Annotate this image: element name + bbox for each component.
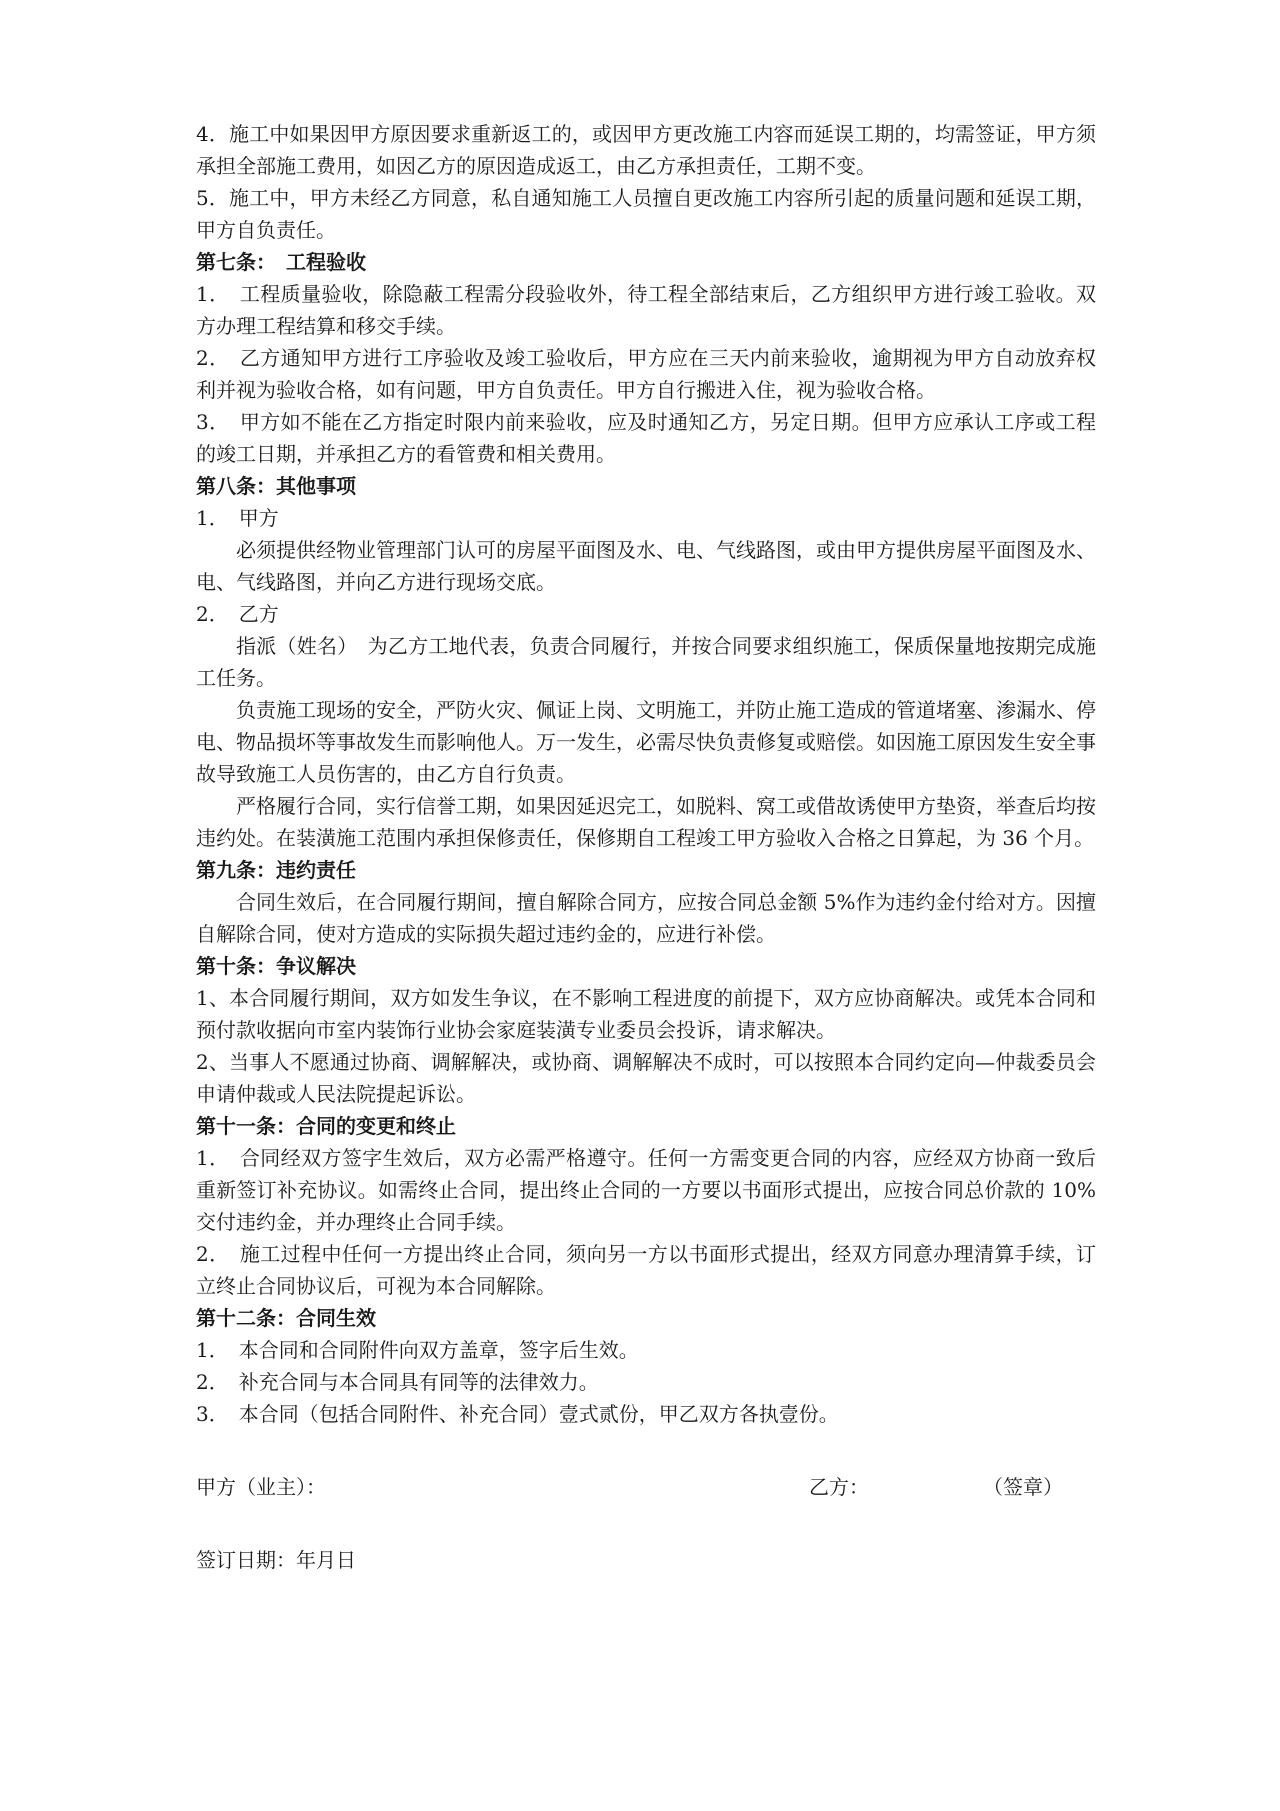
clause-paragraph: 5．施工中，甲方未经乙方同意，私自通知施工人员擅自更改施工内容所引起的质量问题和延误工期，甲方自负责任。 [196, 186, 1096, 242]
clause-paragraph: 4．施工中如果因甲方原因要求重新返工的，或因甲方更改施工内容而延误工期的，均需签证，甲方须承担全部施工费用，如因乙方的原因造成返工，由乙方承担责任，工期不变。 [196, 122, 1096, 178]
clause-paragraph: 2． 施工过程中任何一方提出终止合同，须向另一方以书面形式提出，经双方同意办理清算手续，订立终止合同协议后，可视为本合同解除。 [196, 1242, 1096, 1298]
party-b-signature-label: 乙方： [809, 1475, 869, 1499]
section-heading: 第七条： 工程验收 [196, 250, 366, 274]
section-heading: 第九条：违约责任 [196, 858, 356, 882]
clause-paragraph: 负责施工现场的安全，严防火灾、佩证上岗、文明施工，并防止施工造成的管道堵塞、渗漏水、停电、物品损坏等事故发生而影响他人。万一发生，必需尽快负责修复或赔偿。如因施工原因发生安全事故导致施工人员伤害的，由乙方自行负责。 [196, 698, 1096, 786]
sign-date: 签订日期：年月日 [196, 1548, 356, 1572]
section-heading: 第八条：其他事项 [196, 474, 356, 498]
clause-paragraph: 2． 补充合同与本合同具有同等的法律效力。 [196, 1370, 599, 1394]
clause-paragraph: 严格履行合同，实行信誉工期，如果因延迟完工，如脱料、窝工或借故诱使甲方垫资，举查后均按违约处。在装潢施工范围内承担保修责任，保修期自工程竣工甲方验收入合格之日算起，为 36 个月。 [196, 794, 1096, 850]
section-heading: 第十条：争议解决 [196, 954, 356, 978]
clause-paragraph: 1． 本合同和合同附件向双方盖章，签字后生效。 [196, 1338, 639, 1362]
clause-paragraph: 2． 乙方通知甲方进行工序验收及竣工验收后，甲方应在三天内前来验收，逾期视为甲方自动放弃权利并视为验收合格，如有问题，甲方自负责任。甲方自行搬进入住，视为验收合格。 [196, 346, 1096, 402]
clause-paragraph: 2． 乙方 [196, 602, 279, 626]
clause-paragraph: 必须提供经物业管理部门认可的房屋平面图及水、电、气线路图，或由甲方提供房屋平面图及水、电、气线路图，并向乙方进行现场交底。 [196, 538, 1096, 594]
contract-body [196, 118, 1096, 1430]
seal-label: （签章） [983, 1475, 1063, 1499]
signature-row [196, 1471, 1096, 1503]
clause-paragraph: 1． 工程质量验收，除隐蔽工程需分段验收外，待工程全部结束后，乙方组织甲方进行竣工验收。双方办理工程结算和移交手续。 [196, 282, 1096, 338]
contract-page [196, 118, 1096, 1576]
clause-paragraph: 1． 合同经双方签字生效后，双方必需严格遵守。任何一方需变更合同的内容，应经双方协商一致后重新签订补充协议。如需终止合同，提出终止合同的一方要以书面形式提出，应按合同总价款的 10%交付违约金，并办理终止合同手续。 [196, 1146, 1096, 1234]
clause-paragraph: 指派（姓名） 为乙方工地代表，负责合同履行，并按合同要求组织施工，保质保量地按期完成施工任务。 [196, 634, 1096, 690]
clause-paragraph: 2、当事人不愿通过协商、调解解决，或协商、调解解决不成时，可以按照本合同约定向—仲裁委员会申请仲裁或人民法院提起诉讼。 [196, 1050, 1096, 1106]
section-heading: 第十一条：合同的变更和终止 [196, 1114, 456, 1138]
clause-paragraph: 3． 本合同（包括合同附件、补充合同）壹式贰份，甲乙双方各执壹份。 [196, 1402, 839, 1426]
clause-paragraph: 1． 甲方 [196, 506, 279, 530]
section-heading: 第十二条：合同生效 [196, 1306, 376, 1330]
clause-paragraph: 合同生效后，在合同履行期间，擅自解除合同方，应按合同总金额 5%作为违约金付给对方。因擅自解除合同，使对方造成的实际损失超过违约金的，应进行补偿。 [196, 890, 1096, 946]
clause-paragraph: 1、本合同履行期间，双方如发生争议，在不影响工程进度的前提下，双方应协商解决。或凭本合同和预付款收据向市室内装饰行业协会家庭装潢专业委员会投诉，请求解决。 [196, 986, 1096, 1042]
party-a-signature-label: 甲方（业主）： [196, 1475, 326, 1499]
clause-paragraph: 3． 甲方如不能在乙方指定时限内前来验收，应及时通知乙方，另定日期。但甲方应承认工序或工程的竣工日期，并承担乙方的看管费和相关费用。 [196, 410, 1096, 466]
